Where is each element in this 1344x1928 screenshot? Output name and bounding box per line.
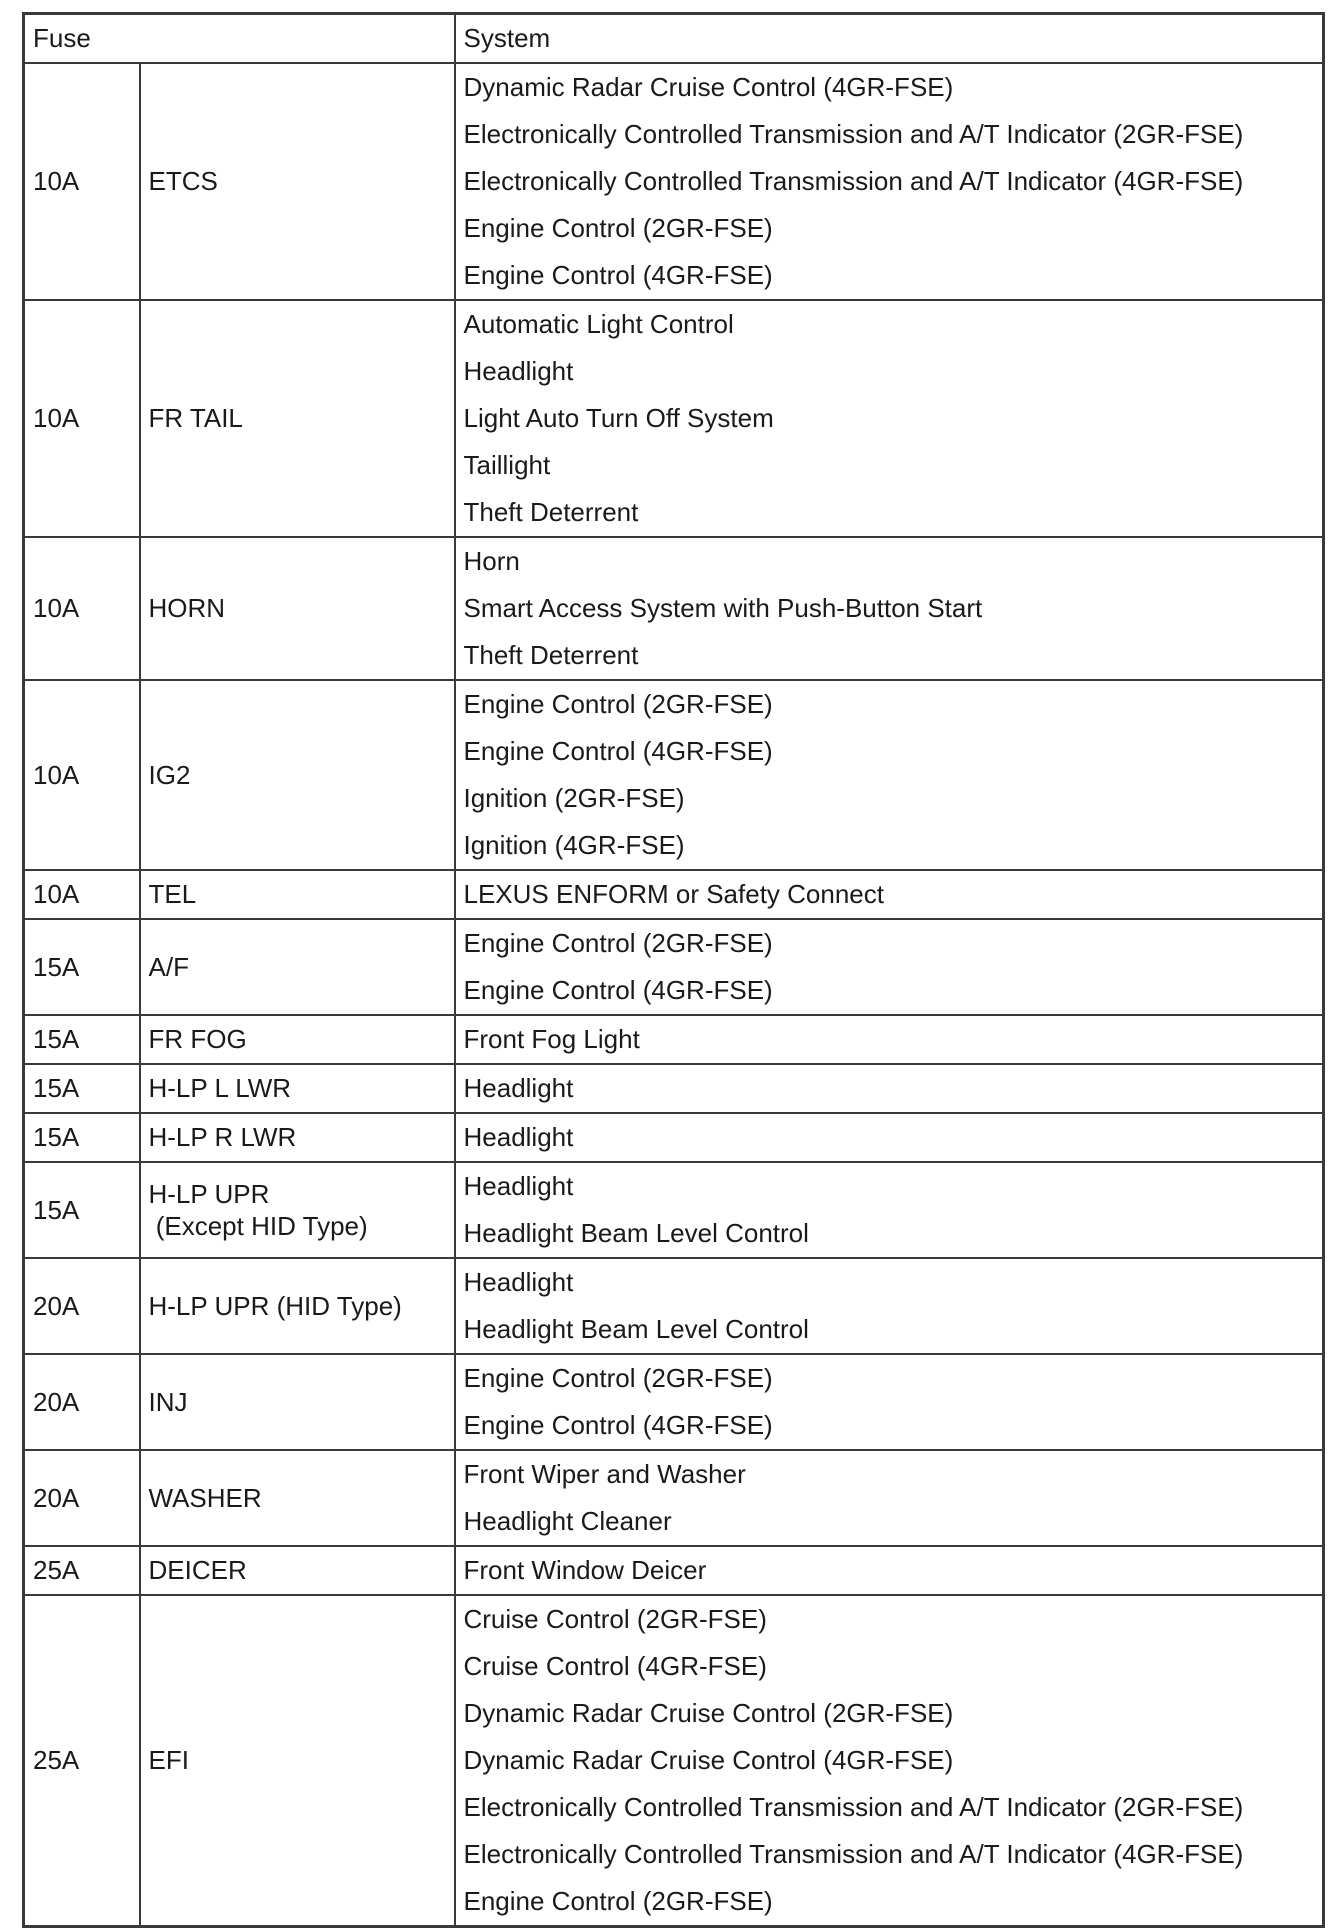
system-item: Front Fog Light bbox=[463, 1024, 640, 1054]
fuse-systems bbox=[455, 1595, 1324, 1927]
system-item: Electronically Controlled Transmission and A/T Indicator (4GR-FSE) bbox=[463, 166, 1244, 196]
system-item: Light Auto Turn Off System bbox=[463, 403, 774, 433]
fuse-name: WASHER bbox=[140, 1450, 455, 1546]
system-item: Engine Control (2GR-FSE) bbox=[463, 213, 773, 243]
fuse-systems bbox=[455, 870, 1324, 919]
system-item: Ignition (4GR-FSE) bbox=[463, 830, 685, 860]
system-item: Front Wiper and Washer bbox=[463, 1459, 746, 1489]
system-item: LEXUS ENFORM or Safety Connect bbox=[463, 879, 884, 909]
fuse-systems bbox=[455, 1450, 1324, 1546]
fuse-name: INJ bbox=[140, 1354, 455, 1450]
table-row bbox=[24, 1258, 1324, 1354]
table-row bbox=[24, 1546, 1324, 1595]
system-item: Headlight Cleaner bbox=[463, 1506, 672, 1536]
system-item: Ignition (2GR-FSE) bbox=[463, 783, 685, 813]
system-item: Engine Control (2GR-FSE) bbox=[463, 689, 773, 719]
table-row bbox=[24, 1450, 1324, 1546]
fuse-systems bbox=[455, 1064, 1324, 1113]
fuse-systems bbox=[455, 1162, 1324, 1258]
fuse-amperage: 20A bbox=[24, 1450, 140, 1546]
fuse-name: DEICER bbox=[140, 1546, 455, 1595]
fuse-amperage: 15A bbox=[24, 1113, 140, 1162]
fuse-systems bbox=[455, 1354, 1324, 1450]
fuse-systems bbox=[455, 1113, 1324, 1162]
fuse-systems bbox=[455, 680, 1324, 870]
fuse-name: ETCS bbox=[140, 63, 455, 300]
system-item: Electronically Controlled Transmission and A/T Indicator (2GR-FSE) bbox=[463, 1792, 1244, 1822]
fuse-systems bbox=[455, 919, 1324, 1015]
fuse-table bbox=[22, 12, 1325, 1928]
fuse-name: FR FOG bbox=[140, 1015, 455, 1064]
fuse-name: HORN bbox=[140, 537, 455, 680]
table-row bbox=[24, 300, 1324, 537]
system-item: Horn bbox=[463, 546, 520, 576]
table-row bbox=[24, 1064, 1324, 1113]
system-item: Headlight bbox=[463, 356, 574, 386]
system-item: Headlight Beam Level Control bbox=[463, 1218, 809, 1248]
fuse-table-body bbox=[24, 63, 1324, 1927]
system-item: Engine Control (4GR-FSE) bbox=[463, 260, 773, 290]
fuse-amperage: 15A bbox=[24, 919, 140, 1015]
system-item: Smart Access System with Push-Button Start bbox=[463, 593, 983, 623]
fuse-systems bbox=[455, 300, 1324, 537]
system-item: Cruise Control (4GR-FSE) bbox=[463, 1651, 767, 1681]
header-fuse: Fuse bbox=[24, 14, 455, 64]
table-row bbox=[24, 1354, 1324, 1450]
system-item: Front Window Deicer bbox=[463, 1555, 707, 1585]
table-row bbox=[24, 680, 1324, 870]
fuse-amperage: 25A bbox=[24, 1546, 140, 1595]
fuse-name-line: (Except HID Type) bbox=[148, 1211, 368, 1241]
fuse-systems bbox=[455, 1258, 1324, 1354]
system-item: Automatic Light Control bbox=[463, 309, 734, 339]
system-item: Taillight bbox=[463, 450, 551, 480]
system-item: Headlight Beam Level Control bbox=[463, 1314, 809, 1344]
header-row bbox=[24, 14, 1324, 64]
table-row bbox=[24, 1015, 1324, 1064]
fuse-amperage: 20A bbox=[24, 1258, 140, 1354]
system-item: Engine Control (2GR-FSE) bbox=[463, 1886, 773, 1916]
fuse-name: IG2 bbox=[140, 680, 455, 870]
system-item: Headlight bbox=[463, 1171, 574, 1201]
table-row bbox=[24, 1113, 1324, 1162]
fuse-amperage: 25A bbox=[24, 1595, 140, 1927]
fuse-name: A/F bbox=[140, 919, 455, 1015]
system-item: Engine Control (4GR-FSE) bbox=[463, 1410, 773, 1440]
fuse-name: EFI bbox=[140, 1595, 455, 1927]
system-item: Engine Control (2GR-FSE) bbox=[463, 1363, 773, 1393]
system-item: Engine Control (4GR-FSE) bbox=[463, 736, 773, 766]
fuse-name-line: H-LP UPR bbox=[148, 1179, 270, 1209]
system-item: Theft Deterrent bbox=[463, 497, 639, 527]
fuse-amperage: 15A bbox=[24, 1064, 140, 1113]
fuse-amperage: 15A bbox=[24, 1015, 140, 1064]
fuse-amperage: 10A bbox=[24, 300, 140, 537]
fuse-name: FR TAIL bbox=[140, 300, 455, 537]
system-item: Cruise Control (2GR-FSE) bbox=[463, 1604, 767, 1634]
system-item: Theft Deterrent bbox=[463, 640, 639, 670]
table-row bbox=[24, 1162, 1324, 1258]
fuse-systems bbox=[455, 537, 1324, 680]
system-item: Engine Control (4GR-FSE) bbox=[463, 975, 773, 1005]
system-item: Electronically Controlled Transmission and A/T Indicator (2GR-FSE) bbox=[463, 119, 1244, 149]
fuse-name: TEL bbox=[140, 870, 455, 919]
system-item: Dynamic Radar Cruise Control (2GR-FSE) bbox=[463, 1698, 954, 1728]
fuse-name: H-LP R LWR bbox=[140, 1113, 455, 1162]
fuse-amperage: 15A bbox=[24, 1162, 140, 1258]
fuse-systems bbox=[455, 63, 1324, 300]
fuse-amperage: 10A bbox=[24, 680, 140, 870]
table-row bbox=[24, 1595, 1324, 1927]
system-item: Headlight bbox=[463, 1122, 574, 1152]
table-row bbox=[24, 919, 1324, 1015]
fuse-systems bbox=[455, 1015, 1324, 1064]
system-item: Engine Control (2GR-FSE) bbox=[463, 928, 773, 958]
system-item: Headlight bbox=[463, 1073, 574, 1103]
fuse-name: H-LP UPR (HID Type) bbox=[140, 1258, 455, 1354]
fuse-name bbox=[140, 1162, 455, 1258]
system-item: Headlight bbox=[463, 1267, 574, 1297]
system-item: Electronically Controlled Transmission and A/T Indicator (4GR-FSE) bbox=[463, 1839, 1244, 1869]
table-row bbox=[24, 537, 1324, 680]
header-system: System bbox=[455, 14, 1324, 64]
system-item: Dynamic Radar Cruise Control (4GR-FSE) bbox=[463, 1745, 954, 1775]
fuse-name: H-LP L LWR bbox=[140, 1064, 455, 1113]
table-row bbox=[24, 63, 1324, 300]
fuse-amperage: 10A bbox=[24, 870, 140, 919]
table-row bbox=[24, 870, 1324, 919]
fuse-systems bbox=[455, 1546, 1324, 1595]
fuse-amperage: 10A bbox=[24, 63, 140, 300]
fuse-amperage: 20A bbox=[24, 1354, 140, 1450]
fuse-amperage: 10A bbox=[24, 537, 140, 680]
system-item: Dynamic Radar Cruise Control (4GR-FSE) bbox=[463, 72, 954, 102]
